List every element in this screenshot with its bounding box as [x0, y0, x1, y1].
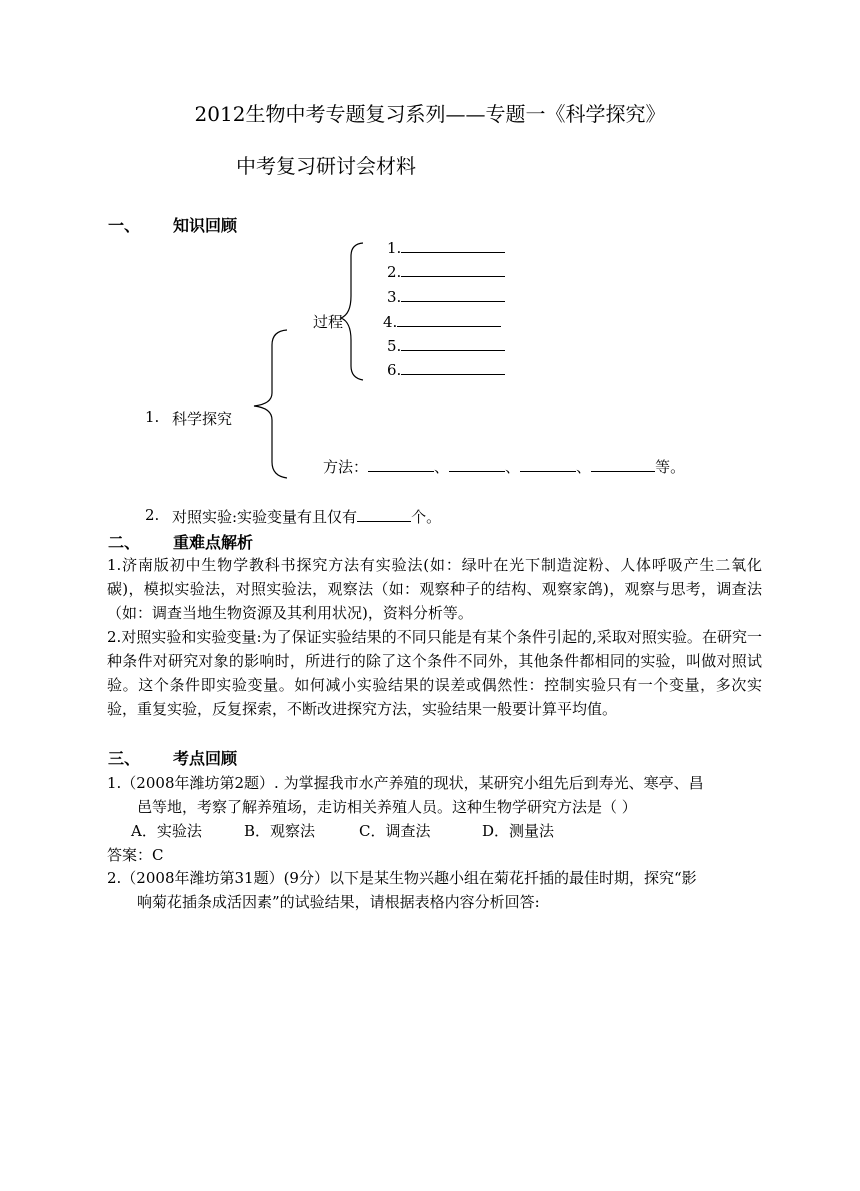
step-3-blank	[401, 287, 505, 302]
item-2-blank	[357, 507, 411, 522]
method-sep-2: 、	[505, 458, 521, 476]
question-2-line-2: 响菊花插条成活因素”的试验结果，请根据表格内容分析回答:	[137, 893, 540, 911]
question-1-option-c: C．调查法	[359, 822, 431, 840]
step-6	[387, 360, 505, 379]
method-sep-1: 、	[434, 458, 450, 476]
method-sep-3: 、	[576, 458, 592, 476]
page-title: 2012生物中考专题复习系列——专题一《科学探究》	[194, 102, 666, 126]
question-1-answer: 答案：C	[107, 846, 164, 864]
method-blank-2	[449, 457, 505, 472]
step-3	[387, 287, 505, 306]
step-4-blank	[397, 312, 501, 327]
step-1-blank	[401, 238, 505, 253]
step-6-blank	[401, 360, 505, 375]
methods-line	[323, 456, 685, 477]
method-blank-1	[368, 457, 434, 472]
question-1-option-b: B．观察法	[244, 822, 316, 840]
section-2-number: 二、	[108, 533, 141, 552]
step-6-label: 6.	[387, 361, 402, 379]
step-4	[383, 312, 501, 331]
section-2-paragraph-1: 1.济南版初中生物学教科书探究方法有实验法(如：绿叶在光下制造淀粉、人体呼吸产生二氧化碳)，模拟实验法，对照实验法，观察法（如：观察种子的结构、观察家鸽)，观察与思考，调查法（如：调查当地生物资源及其利用状况)，资料分析等。	[107, 556, 762, 622]
methods-end: 等。	[655, 458, 686, 476]
question-2-line-1: 2.（2008年潍坊第31题）(9分）以下是某生物兴趣小组在菊花扦插的最佳时期，探究“影	[107, 869, 697, 887]
page-subtitle: 中考复习研讨会材料	[236, 154, 416, 178]
process-label: 过程	[313, 313, 344, 331]
step-2-blank	[401, 262, 505, 277]
question-1-option-a: A．实验法	[131, 822, 202, 840]
question-1-line-1: 1.（2008年潍坊第2题）. 为掌握我市水产养殖的现状，某研究小组先后到寿光、寒亭、昌	[107, 774, 704, 792]
section-3-number: 三、	[108, 749, 141, 768]
section-2-paragraph-2: 2.对照实验和实验变量:为了保证实验结果的不同只能是有某个条件引起的,采取对照实验。在研究一种条件对研究对象的影响时，所进行的除了这个条件不同外，其他条件都相同的实验，叫做对照试验。这个条件即实验变量。如何减小实验结果的误差或偶然性：控制实验只有一个变量，多次实验，重复实验，反复探索，不断改进探究方法，实验结果一般要计算平均值。	[107, 628, 762, 718]
step-2-label: 2.	[387, 263, 402, 281]
step-5-blank	[401, 336, 505, 351]
section-1-number: 一、	[108, 216, 141, 235]
section-2-title: 重难点解析	[173, 533, 254, 552]
item-1-number: 1.	[145, 408, 160, 426]
process-brace	[341, 243, 363, 380]
step-3-label: 3.	[387, 288, 402, 306]
item-2-text	[172, 506, 441, 527]
section-3-title: 考点回顾	[173, 749, 238, 768]
item-1-text: 科学探究	[172, 410, 233, 428]
inquiry-brace	[254, 330, 287, 478]
item-2-text-a: 对照实验:实验变量有且仅有	[172, 508, 358, 526]
item-2-text-b: 个。	[411, 508, 442, 526]
methods-label: 方法：	[323, 458, 369, 476]
step-4-label: 4.	[383, 313, 398, 331]
step-5	[387, 336, 505, 355]
step-5-label: 5.	[387, 337, 402, 355]
question-1-line-2: 邑等地，考察了解养殖场，走访相关养殖人员。这种生物学研究方法是（ ）	[137, 798, 637, 816]
step-2	[387, 262, 505, 281]
method-blank-3	[520, 457, 576, 472]
step-1	[387, 238, 505, 257]
step-1-label: 1.	[387, 239, 402, 257]
method-blank-4	[591, 457, 655, 472]
item-2-number: 2.	[145, 506, 160, 524]
question-1-option-d: D．测量法	[482, 822, 555, 840]
section-1-title: 知识回顾	[173, 216, 238, 235]
